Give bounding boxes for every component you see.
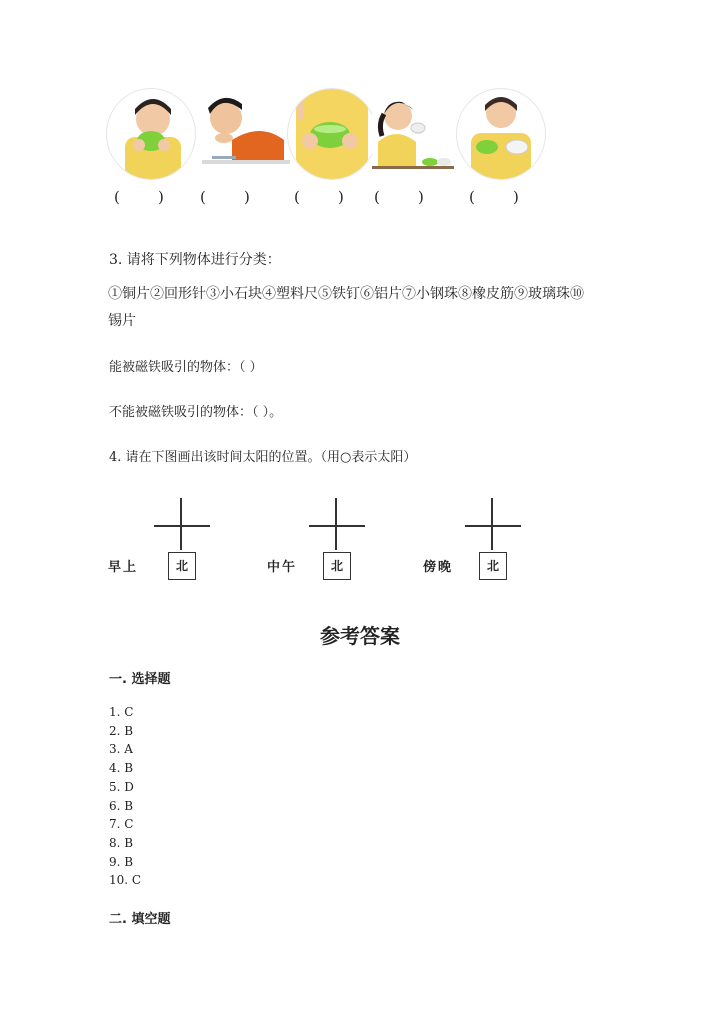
- list-item: 4. B: [109, 761, 134, 776]
- section-title-fill: 二. 填空题: [109, 912, 171, 927]
- photo-row: [104, 88, 554, 183]
- horizontal-line: [154, 525, 210, 527]
- q3-prompt: 3. 请将下列物体进行分类：: [109, 252, 281, 268]
- time-label: 中午: [267, 560, 298, 575]
- direction-diagram-morning[interactable]: [108, 498, 239, 588]
- time-label: 傍晚: [423, 560, 454, 575]
- list-item: 7. C: [109, 817, 134, 832]
- vertical-pole-line: [491, 498, 493, 550]
- vertical-pole-line: [335, 498, 337, 550]
- list-item: 9. B: [109, 854, 134, 869]
- answer-blank-3[interactable]: ( ): [294, 188, 344, 206]
- answer-blank-4[interactable]: ( ): [374, 188, 424, 206]
- list-item: 3. A: [109, 742, 133, 757]
- answers-title: 参考答案: [320, 624, 400, 648]
- photo-3: [287, 88, 377, 180]
- list-item: 5. D: [109, 779, 134, 794]
- direction-diagram-evening[interactable]: [423, 498, 550, 588]
- direction-diagram-noon[interactable]: [267, 498, 394, 588]
- photo-5: [456, 88, 546, 180]
- answer-blank-5[interactable]: ( ): [469, 188, 519, 206]
- answer-blank-2[interactable]: ( ): [200, 188, 250, 206]
- q3-non-magnetic-blank[interactable]: 不能被磁铁吸引的物体：（ ）。: [109, 405, 283, 420]
- q4-prompt: 4. 请在下图画出该时间太阳的位置。（用○表示太阳）: [109, 450, 417, 465]
- horizontal-line: [465, 525, 521, 527]
- answer-blank-1[interactable]: ( ): [114, 188, 164, 206]
- section-title-choice: 一. 选择题: [109, 672, 171, 687]
- horizontal-line: [309, 525, 365, 527]
- north-box: 北: [479, 552, 507, 580]
- q3-items-line1: ①铜片②回形针③小石块④塑料尺⑤铁钉⑥铝片⑦小钢珠⑧橡皮筋⑨玻璃珠⑩: [108, 286, 584, 302]
- north-box: 北: [168, 552, 196, 580]
- q3-magnetic-blank[interactable]: 能被磁铁吸引的物体：（ ）: [109, 360, 263, 375]
- list-item: 8. B: [109, 835, 134, 850]
- list-item: 6. B: [109, 798, 134, 813]
- photo-4: [372, 88, 454, 178]
- photo-2: [202, 88, 290, 178]
- q3-items-line2: 锡片: [108, 313, 136, 329]
- time-label: 早上: [108, 560, 139, 575]
- list-item: 1. C: [109, 705, 134, 719]
- list-item: 10. C: [109, 873, 142, 888]
- photo-1: [106, 88, 196, 180]
- vertical-pole-line: [180, 498, 182, 550]
- list-item: 2. B: [109, 723, 134, 738]
- answer-list: [109, 703, 141, 890]
- north-box: 北: [323, 552, 351, 580]
